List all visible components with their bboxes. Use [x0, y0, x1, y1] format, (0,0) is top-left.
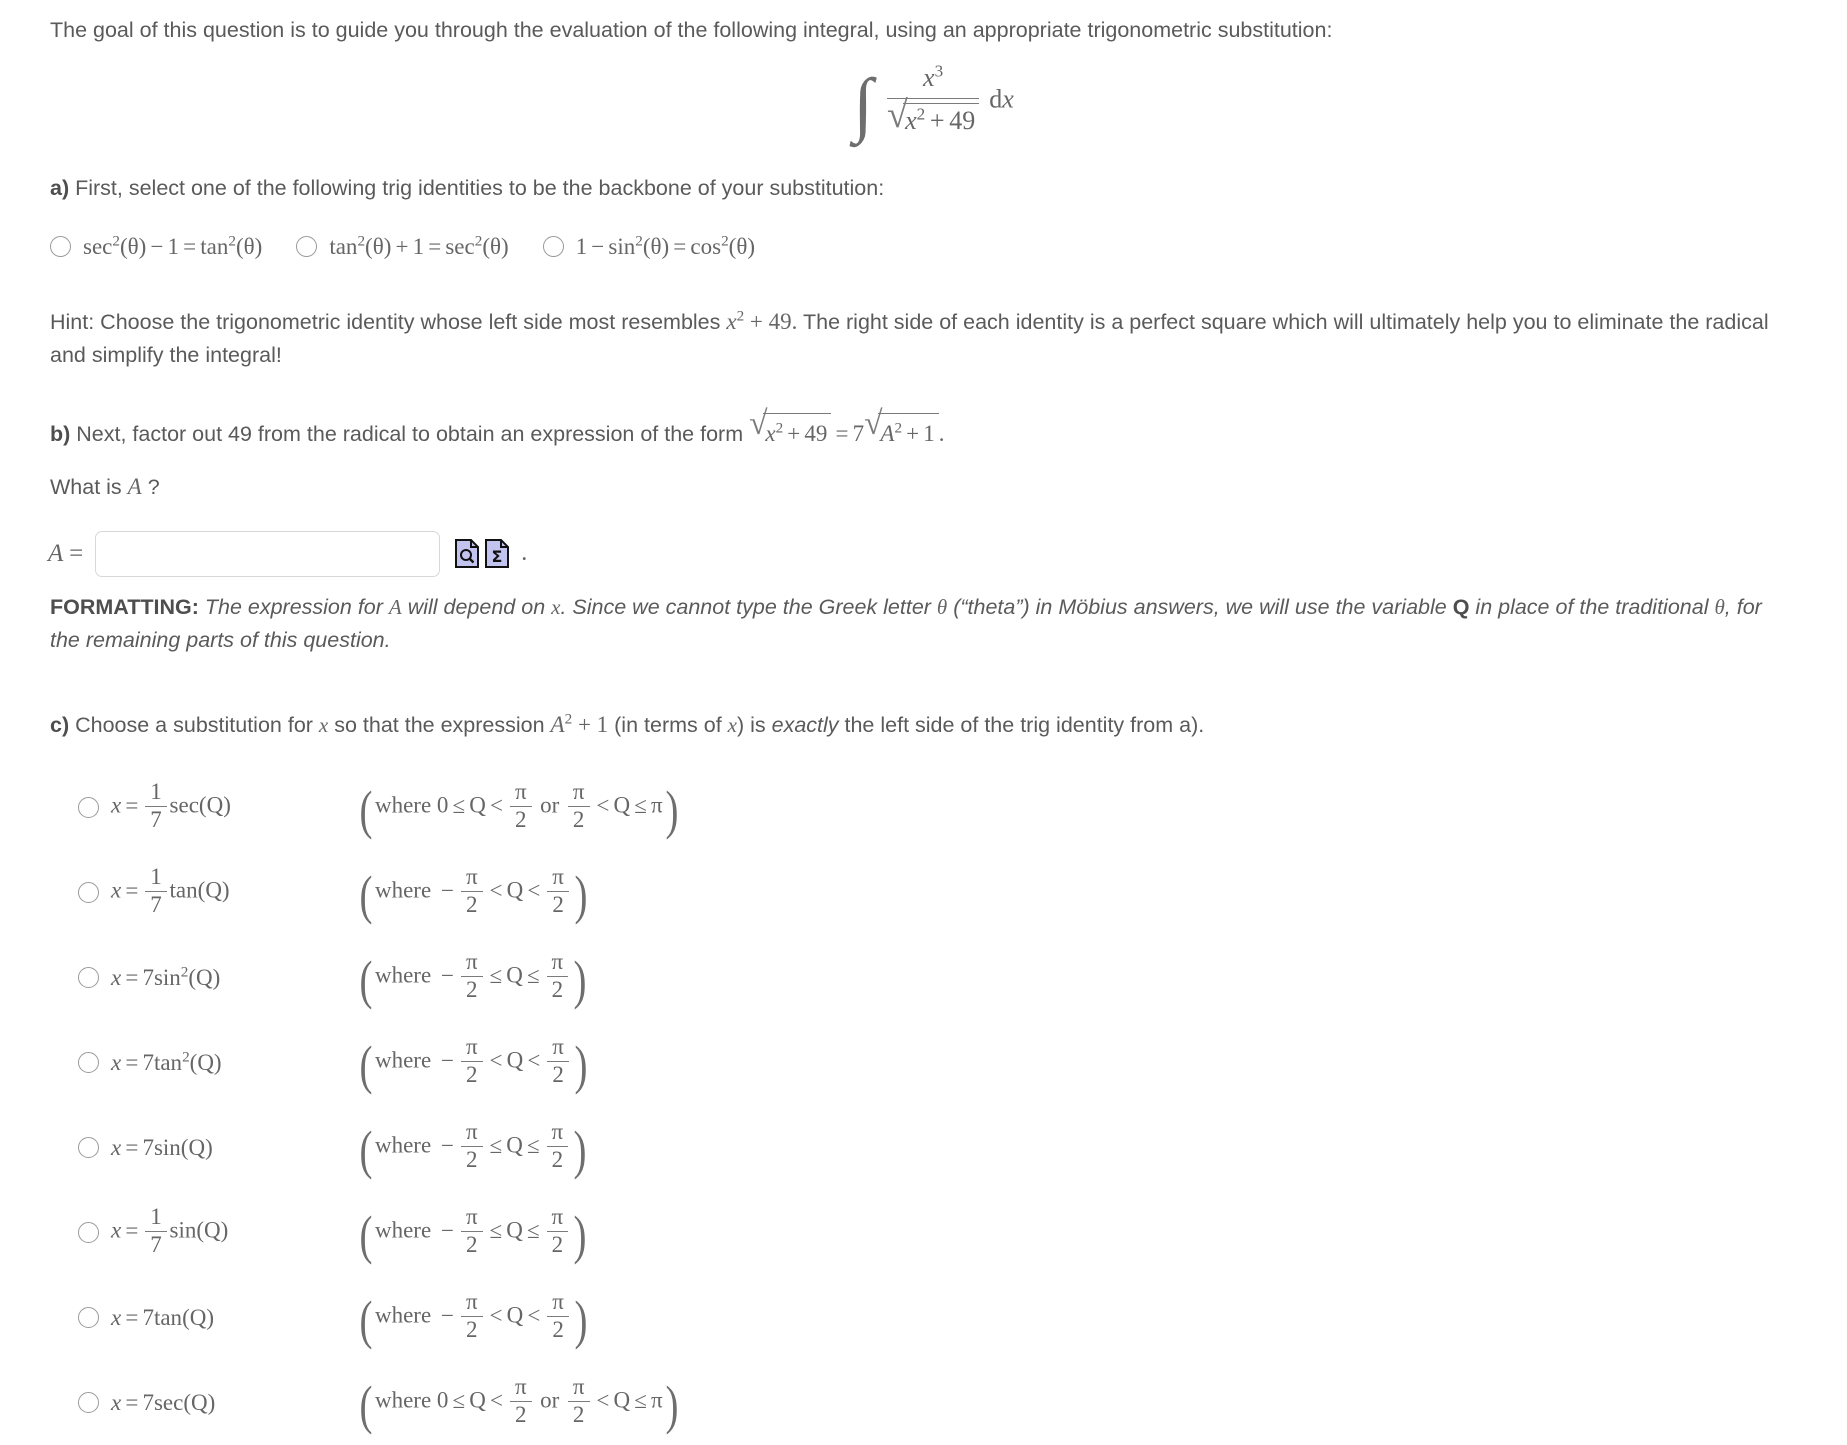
- condition-where: where: [374, 1132, 432, 1158]
- variable-x: x: [111, 1217, 122, 1243]
- sub-seven-tan-squared-formula: [111, 1047, 343, 1076]
- trailing-period: .: [521, 540, 528, 567]
- integrand-denominator: [886, 94, 979, 137]
- fraction-numerator: π: [514, 778, 527, 804]
- fraction: [547, 950, 569, 1003]
- radio-sub-seven-tan[interactable]: [78, 1307, 99, 1328]
- fraction-denominator: 2: [572, 806, 585, 832]
- fraction-denominator: 7: [150, 891, 162, 917]
- fraction: [461, 1205, 483, 1258]
- trig-function: sec: [153, 1389, 184, 1415]
- square-root: √ $x^2 + 49$: [887, 103, 979, 136]
- differential: dx: [989, 84, 1014, 114]
- fraction-denominator: 2: [466, 1231, 478, 1257]
- option-identity-tan[interactable]: [296, 231, 509, 260]
- equals-sign: =: [125, 1389, 139, 1415]
- part-a-label: a): [50, 176, 70, 201]
- fraction-denominator: 2: [466, 891, 478, 917]
- fraction-numerator: 1: [150, 778, 162, 804]
- variable-x: x: [111, 877, 122, 903]
- option-sub-one-seventh-sin[interactable]: [78, 1190, 1847, 1275]
- integrand-fraction: [887, 63, 979, 136]
- identity-sin-label: $1 - \sin^2(\theta) = \cos^2(\theta)$: [575, 231, 756, 259]
- fraction-denominator: 2: [552, 1316, 564, 1342]
- fraction-numerator: π: [465, 1288, 478, 1314]
- function-argument: (Q): [183, 1389, 216, 1415]
- formatting-theta: θ: [936, 594, 948, 619]
- fraction: [461, 950, 483, 1003]
- part-b-prompt: [50, 405, 1790, 452]
- sub-seven-sec-formula: [111, 1390, 343, 1416]
- domain-expression: where − $\frac{\pi}{2}$ < Q < $\frac{\pi}{2}$: [375, 1291, 572, 1344]
- part-c-label: c): [50, 713, 70, 738]
- hint-suffix: The right side of each identity is a perfect square which will ultimately help you to eliminate the radical and simplify the integral!: [50, 309, 1769, 368]
- fraction-numerator: π: [551, 1203, 564, 1229]
- fraction: [461, 1035, 483, 1088]
- answer-row: [48, 531, 1847, 577]
- math-editor-document-icon[interactable]: [484, 539, 510, 569]
- sub-one-seventh-sin-domain: ( where − $\frac{\pi}{2}$ ≤ Q ≤ $\frac{\pi}{2}$ ): [359, 1203, 587, 1265]
- equals-sign: =: [125, 1304, 139, 1330]
- option-sub-one-seventh-tan[interactable]: [78, 850, 1847, 935]
- function-argument: (Q): [189, 1049, 222, 1075]
- fraction-denominator: 2: [572, 1401, 585, 1427]
- part-a-text: First, select one of the following trig identities to be the backbone of your substitution:: [69, 176, 885, 201]
- radio-sub-one-seventh-sec[interactable]: [78, 797, 99, 818]
- fraction: [547, 1205, 569, 1258]
- fraction-denominator: 2: [466, 1146, 478, 1172]
- coefficient: 7: [142, 1304, 154, 1330]
- domain-expression: where − $\frac{\pi}{2}$ ≤ Q ≤ $\frac{\pi}{2}$: [375, 951, 571, 1004]
- radio-sub-seven-sec[interactable]: [78, 1392, 99, 1413]
- radio-sub-seven-tan-squared[interactable]: [78, 1052, 99, 1073]
- fraction-denominator: 2: [551, 1231, 564, 1257]
- part-c-expression: $A^2 + 1$: [550, 710, 609, 738]
- coefficient: 7: [142, 1389, 154, 1415]
- function-argument: (Q): [196, 1217, 229, 1243]
- radio-sub-one-seventh-sin[interactable]: [78, 1222, 99, 1243]
- part-a-options: [50, 231, 1847, 260]
- coefficient: 7: [142, 964, 154, 990]
- part-a-hint: [50, 304, 1790, 373]
- fraction: [547, 1035, 569, 1088]
- sqrt-left: √ $x^2 + 49$: [749, 413, 831, 452]
- sub-seven-tan-domain: ( where − $\frac{\pi}{2}$ < Q < $\frac{\pi}{2}$ ): [359, 1288, 588, 1350]
- option-sub-one-seventh-sec[interactable]: [78, 765, 1847, 850]
- fraction-numerator: π: [572, 1373, 585, 1399]
- option-sub-seven-tan-squared[interactable]: [78, 1020, 1847, 1105]
- condition-variable: Q: [506, 1047, 524, 1073]
- domain-expression: where − $\frac{\pi}{2}$ ≤ Q ≤ $\frac{\pi}{2}$: [375, 1206, 571, 1259]
- trig-function: tan: [153, 1304, 183, 1330]
- answer-input-A[interactable]: [95, 531, 440, 577]
- formatting-label: FORMATTING:: [50, 594, 199, 619]
- equals-sign: =: [125, 1134, 139, 1160]
- equals-sign: =: [125, 964, 139, 990]
- fraction-denominator: 2: [515, 1401, 527, 1427]
- fraction: [461, 865, 483, 918]
- hint-expression: $x^2 + 49$.: [726, 306, 798, 334]
- part-c-var-x-2: x: [727, 713, 737, 738]
- exponent: 2: [182, 1047, 190, 1065]
- equals-sign: =: [125, 877, 139, 903]
- fraction-denominator: 2: [466, 1316, 478, 1342]
- trig-function: sec: [169, 792, 199, 818]
- fraction: [568, 1375, 590, 1428]
- variable-x: x: [111, 1049, 122, 1075]
- domain-expression: where − $\frac{\pi}{2}$ ≤ Q ≤ $\frac{\pi}{2}$: [375, 1121, 571, 1174]
- fraction-denominator: 2: [551, 976, 564, 1002]
- coefficient: 7: [142, 1134, 154, 1160]
- condition-where: where: [374, 1217, 432, 1243]
- equals-sign: =: [125, 1217, 139, 1243]
- condition-variable: Q: [613, 1387, 631, 1413]
- intro-paragraph: The goal of this question is to guide you through the evaluation of the following integral, using an appropriate trigonometric substitution:: [50, 18, 1333, 42]
- trig-function: sin: [169, 1217, 197, 1243]
- radio-identity-tan[interactable]: [296, 236, 317, 257]
- formatting-var-A: A: [388, 594, 402, 619]
- radio-sub-one-seventh-tan[interactable]: [78, 882, 99, 903]
- fraction-numerator: π: [551, 948, 564, 974]
- option-sub-seven-tan[interactable]: [78, 1275, 1847, 1360]
- trig-function: sin: [153, 964, 181, 990]
- fraction-numerator: π: [552, 863, 564, 889]
- domain-expression: where 0 ≤ Q < $\frac{\pi}{2}$ or $\frac{\pi}{2}$ < Q ≤ π: [374, 1373, 663, 1427]
- condition-where: where: [374, 1387, 432, 1413]
- condition-variable: Q: [469, 792, 486, 818]
- equals-sign: =: [125, 1049, 139, 1075]
- fraction: [145, 865, 167, 918]
- part-b-label: b): [50, 421, 71, 446]
- answer-label: A =: [48, 539, 84, 567]
- fraction: [547, 1290, 569, 1343]
- condition-variable: Q: [506, 1132, 523, 1158]
- part-c-prompt: c) Choose a substitution for x so that the expression $A^2 + 1$ (in terms of x) is exactly the left side of the trig identity from a).: [50, 710, 1205, 738]
- condition-where: where: [374, 1302, 432, 1328]
- sub-one-seventh-sin-formula: [111, 1203, 343, 1259]
- formatting-var-Q: Q: [1452, 594, 1470, 619]
- variable-x: x: [111, 1304, 122, 1330]
- part-a-prompt: [50, 172, 1790, 205]
- fraction: [568, 780, 590, 833]
- function-argument: (Q): [197, 877, 230, 903]
- radio-sub-seven-sin-squared[interactable]: [78, 967, 99, 988]
- sub-seven-tan-squared-domain: ( where − $\frac{\pi}{2}$ < Q < $\frac{\pi}{2}$ ): [359, 1033, 588, 1095]
- fraction-numerator: π: [465, 863, 478, 889]
- function-argument: (Q): [188, 964, 221, 990]
- sub-seven-sin-formula: [111, 1135, 343, 1161]
- fraction-numerator: 1: [150, 1203, 162, 1229]
- condition-variable: Q: [506, 962, 523, 988]
- sub-seven-sin-squared-formula: [111, 962, 343, 991]
- condition-variable: Q: [506, 877, 524, 903]
- sub-one-seventh-tan-formula: [111, 863, 343, 919]
- sub-one-seventh-sec-formula: [111, 778, 343, 834]
- sub-seven-sec-domain: ( where 0 ≤ Q < $\frac{\pi}{2}$ or $\frac{\pi}{2}$ < Q ≤ π ): [359, 1373, 679, 1435]
- variable-x: x: [111, 1389, 122, 1415]
- trig-function: sin: [153, 1134, 181, 1160]
- domain-expression: where − $\frac{\pi}{2}$ < Q < $\frac{\pi}{2}$: [375, 1036, 572, 1089]
- answer-tools: [454, 539, 527, 569]
- fraction: [510, 1375, 532, 1428]
- fraction-denominator: 2: [466, 976, 478, 1002]
- fraction: [461, 1120, 483, 1173]
- condition-where: where: [374, 1047, 432, 1073]
- sub-seven-sin-squared-domain: ( where − $\frac{\pi}{2}$ ≤ Q ≤ $\frac{\pi}{2}$ ): [359, 948, 587, 1010]
- preview-document-icon[interactable]: [454, 539, 480, 569]
- fraction-denominator: 2: [552, 1061, 564, 1087]
- hint-prefix: Hint: Choose the trigonometric identity whose left side most resembles: [50, 309, 727, 334]
- sqrt-right: √ $A^2 + 1$: [864, 413, 939, 452]
- formatting-var-x: x: [551, 594, 561, 619]
- condition-variable: Q: [506, 1302, 524, 1328]
- part-c-var-x: x: [318, 713, 329, 738]
- domain-expression: where − $\frac{\pi}{2}$ < Q < $\frac{\pi}{2}$: [375, 866, 572, 919]
- fraction: [145, 780, 167, 833]
- sub-seven-sin-domain: ( where − $\frac{\pi}{2}$ ≤ Q ≤ $\frac{\pi}{2}$ ): [359, 1118, 587, 1180]
- condition-where: where: [374, 792, 432, 818]
- fraction-numerator: π: [465, 948, 478, 974]
- option-sub-seven-sec[interactable]: [78, 1360, 1847, 1445]
- radio-sub-seven-sin[interactable]: [78, 1137, 99, 1158]
- integral-display: [0, 61, 1847, 144]
- fraction-denominator: 2: [552, 891, 564, 917]
- condition-variable: Q: [613, 792, 631, 818]
- variable-x: x: [111, 792, 122, 818]
- sub-one-seventh-sec-domain: ( where 0 ≤ Q < $\frac{\pi}{2}$ or $\frac{\pi}{2}$ < Q ≤ π ): [359, 778, 679, 840]
- fraction-numerator: π: [465, 1118, 478, 1144]
- variable-x: x: [111, 1134, 122, 1160]
- option-identity-sin[interactable]: [543, 231, 756, 260]
- fraction-numerator: π: [552, 1033, 564, 1059]
- fraction-numerator: 1: [150, 863, 162, 889]
- fraction: [547, 865, 569, 918]
- exponent: 2: [180, 962, 189, 980]
- fraction-numerator: π: [572, 778, 585, 804]
- fraction-numerator: π: [551, 1118, 564, 1144]
- part-c-options: [0, 765, 1847, 1445]
- radio-identity-sin[interactable]: [543, 236, 564, 257]
- condition-where: where: [374, 962, 432, 988]
- fraction-denominator: 2: [466, 1061, 478, 1087]
- option-sub-seven-sin[interactable]: [78, 1105, 1847, 1190]
- radio-identity-sec[interactable]: [50, 236, 71, 257]
- fraction-numerator: π: [465, 1203, 478, 1229]
- part-c-emphasis: exactly: [771, 713, 839, 738]
- trig-function: tan: [153, 1049, 183, 1075]
- fraction-denominator: 7: [150, 1231, 162, 1257]
- fraction-denominator: 7: [150, 806, 162, 832]
- sub-seven-tan-formula: [111, 1305, 343, 1331]
- fraction-numerator: π: [465, 1033, 478, 1059]
- function-argument: (Q): [198, 792, 231, 818]
- integrand-numerator: $x^3$: [923, 61, 944, 93]
- part-b-text: Next, factor out 49 from the radical to obtain an expression of the form: [70, 421, 750, 446]
- function-argument: (Q): [180, 1134, 213, 1160]
- domain-expression: where 0 ≤ Q < $\frac{\pi}{2}$ or $\frac{\pi}{2}$ < Q ≤ π: [374, 778, 663, 832]
- fraction-numerator: π: [514, 1373, 527, 1399]
- condition-variable: Q: [506, 1217, 523, 1243]
- trig-function: tan: [169, 877, 198, 903]
- svg-text:Σ: Σ: [491, 546, 503, 566]
- part-b-equation: √ $x^2 + 49 = 7$ √ $A^2 + 1$ .: [749, 421, 944, 446]
- condition-where: where: [374, 877, 432, 903]
- fraction-denominator: 2: [551, 1146, 564, 1172]
- identity-tan-label: $\tan^2(\theta) + 1 = \sec^2(\theta)$: [329, 231, 509, 259]
- formatting-theta-2: θ: [1714, 594, 1725, 619]
- integral-sign: ∫: [853, 63, 873, 144]
- question-variable: A: [127, 474, 142, 500]
- option-sub-seven-sin-squared[interactable]: [78, 935, 1847, 1020]
- variable-x: x: [111, 964, 122, 990]
- condition-variable: Q: [469, 1387, 486, 1413]
- option-identity-sec[interactable]: [50, 231, 263, 260]
- fraction: [510, 780, 532, 833]
- part-b-question: What is A ?: [50, 474, 160, 500]
- equals-sign: =: [125, 792, 139, 818]
- identity-sec-label: $\sec^2(\theta) - 1 = \tan^2(\theta)$: [83, 231, 263, 259]
- fraction: [461, 1290, 483, 1343]
- fraction-denominator: 2: [515, 806, 527, 832]
- function-argument: (Q): [182, 1304, 214, 1330]
- coefficient: 7: [142, 1049, 154, 1075]
- fraction: [145, 1205, 167, 1258]
- fraction: [547, 1120, 569, 1173]
- fraction-numerator: π: [552, 1288, 564, 1314]
- formatting-note: FORMATTING: The expression for A will depend on x. Since we cannot type the Greek letter θ (“theta”) in Möbius answers, we will use the variable Q in place of the traditional θ, for the remaining parts of this question.: [50, 594, 1762, 653]
- sub-one-seventh-tan-domain: ( where − $\frac{\pi}{2}$ < Q < $\frac{\pi}{2}$ ): [359, 863, 588, 925]
